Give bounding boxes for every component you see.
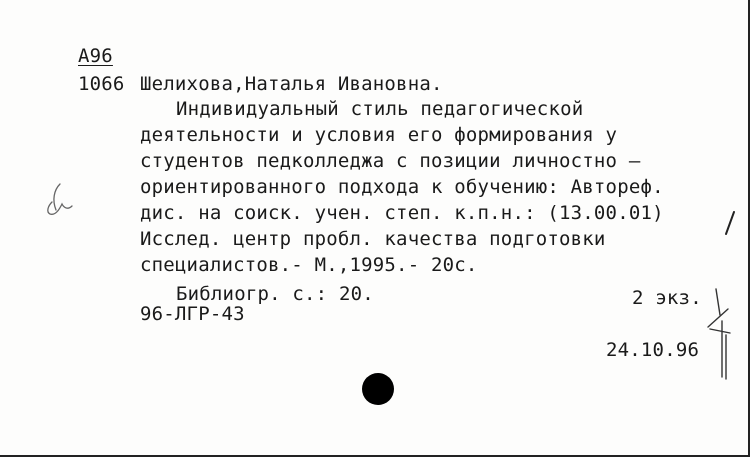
shelf-mark: А96 <box>78 45 113 67</box>
inventory-code: 96-ЛГР-43 <box>140 303 245 325</box>
check-mark-icon <box>700 285 736 381</box>
title-line: деятельности и условия его формирования у <box>140 124 618 146</box>
record-number: 1066 <box>78 73 125 95</box>
title-line: дис. на соиск. учен. степ. к.п.н.: (13.00.01) <box>140 202 664 224</box>
date-stamp: 24.10.96 <box>606 339 700 361</box>
bibliography-note: Библиогр. с.: 20. <box>176 283 374 305</box>
title-line: Индивидуальный стиль педагогической <box>176 98 584 120</box>
title-line: специалистов.- М.,1995.- 20с. <box>140 254 478 276</box>
punched-hole <box>362 373 394 405</box>
copies-count: 2 экз. <box>632 287 702 309</box>
title-line: Исслед. центр пробл. качества подготовки <box>140 228 606 250</box>
slash-mark-icon <box>722 210 738 236</box>
title-line: студентов педколледжа с позиции личностно – <box>140 150 641 172</box>
title-line: ориентированного подхода к обучению: Автореф. <box>140 176 664 198</box>
handwritten-mark-icon <box>42 180 76 220</box>
author-name: Шелихова,Наталья Ивановна. <box>140 73 443 95</box>
